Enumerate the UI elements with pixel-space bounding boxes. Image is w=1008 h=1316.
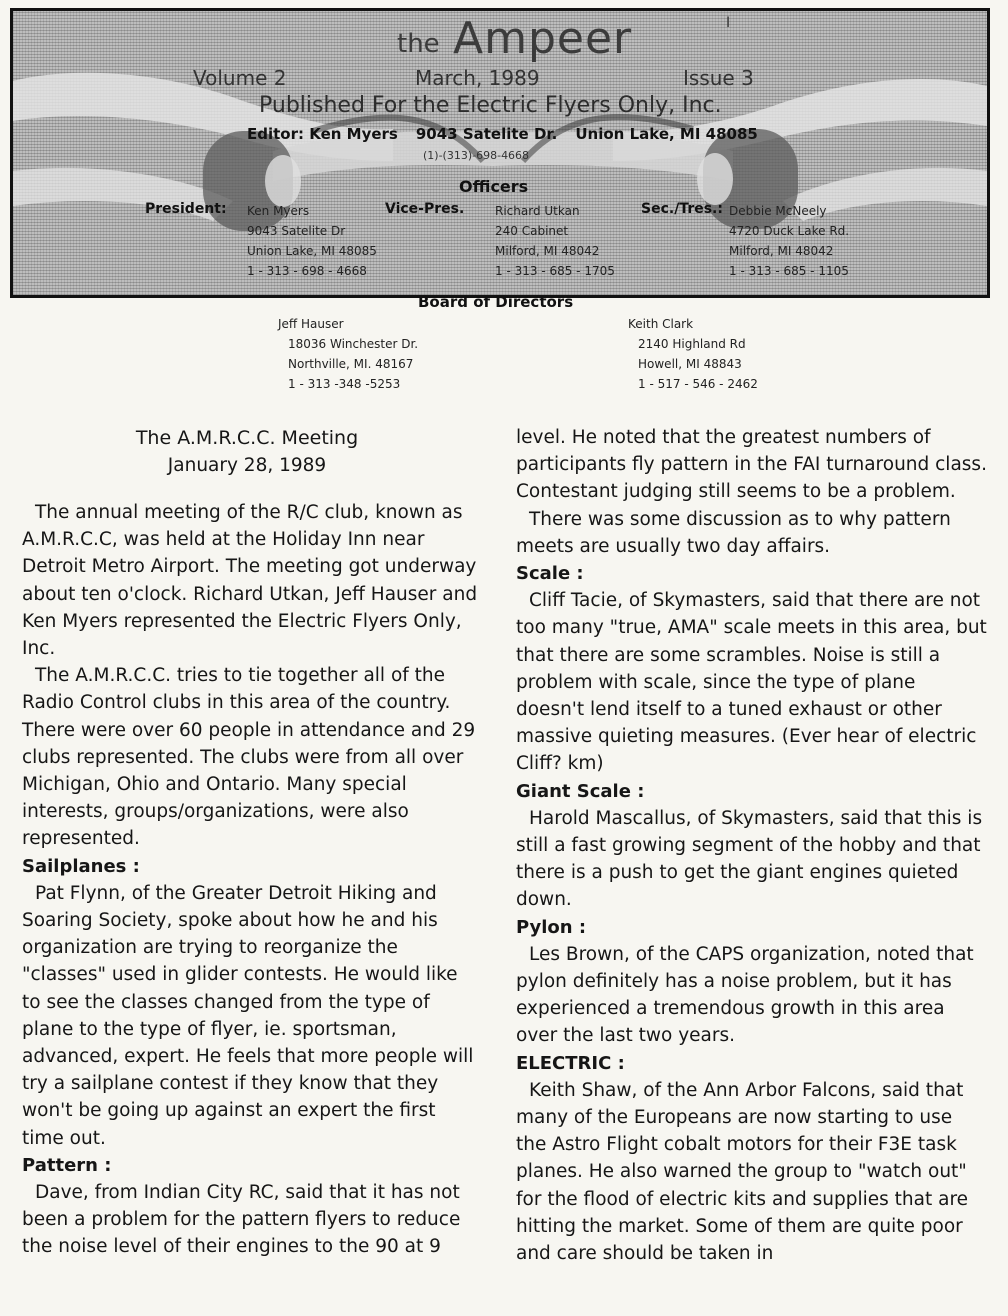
- president-city: Union Lake, MI 48085: [247, 244, 377, 258]
- vice-president-name: Richard Utkan: [495, 204, 580, 218]
- editor-street: 9043 Satelite Dr.: [415, 125, 558, 143]
- article-paragraph: The annual meeting of the R/C club, known as A.M.R.C.C, was held at the Holiday Inn near Detroit Metro Airport. The meeting got underway about ten o'clock. Richard Utkan, Jeff Hauser and Ken Myers represented the Electric Flyers Only, Inc.: [22, 502, 478, 660]
- article-paragraph: level. He noted that the greatest numbers of participants fly pattern in the FAI turnaround class. Contestant judging still seems to be a problem.: [516, 427, 987, 503]
- president-name: Ken Myers: [247, 204, 310, 218]
- president-street: 9043 Satelite Dr: [247, 224, 346, 238]
- section-heading-scale: Scale :: [516, 563, 584, 585]
- masthead-the: the: [397, 29, 440, 59]
- section-heading-pattern: Pattern :: [22, 1154, 112, 1176]
- section-heading-sailplanes: Sailplanes :: [22, 855, 140, 877]
- article-paragraph: Cliff Tacie, of Skymasters, said that there are not too many "true, AMA" scale meets in this area, but that there are some scrambles. Noise is still a problem with scale, since the type of plane doesn't lend itself to a tuned exhaust or other massive quieting measures. (Ever hear of electric Cliff? km): [516, 590, 987, 775]
- editor-name: Editor: Ken Myers: [247, 125, 398, 143]
- volume-label: Volume 2: [193, 66, 287, 90]
- director-name: Keith Clark: [628, 317, 694, 331]
- masthead-mark: I: [726, 15, 731, 31]
- masthead: [10, 8, 990, 298]
- director-city: Howell, MI 48843: [638, 357, 742, 371]
- editor-line: [247, 125, 776, 143]
- article-paragraph: Pat Flynn, of the Greater Detroit Hiking and Soaring Society, spoke about how he and his organization are trying to reorganize the "classes" used in glider contests. He would like to see the classes changed from the type of plane to the type of flyer, ie. sportsman, advanced, expert. He feels that more people will try a sailplane contest if they know that they won't be going up against an expert the first time out.: [22, 882, 474, 1149]
- article-paragraph: Dave, from Indian City RC, said that it has not been a problem for the pattern flyers to reduce the noise level of their engines to the 90 at 9: [22, 1182, 461, 1258]
- issue-label: Issue 3: [683, 66, 754, 90]
- director-city: Northville, MI. 48167: [288, 357, 414, 371]
- president-phone: 1 - 313 - 698 - 4668: [247, 264, 367, 278]
- director-name: Jeff Hauser: [278, 317, 344, 331]
- article-paragraph: There was some discussion as to why pattern meets are usually two day affairs.: [516, 508, 951, 557]
- director-street: 2140 Highland Rd: [638, 337, 746, 351]
- article-paragraph: Les Brown, of the CAPS organization, noted that pylon definitely has a noise problem, but it has experienced a tremendous growth in this area over the last two years.: [516, 943, 974, 1047]
- president-address: [247, 201, 377, 281]
- masthead-title: Ampeer: [453, 13, 633, 64]
- vice-president-street: 240 Cabinet: [495, 224, 569, 238]
- secretary-phone: 1 - 313 - 685 - 1105: [729, 264, 849, 278]
- officers-title: Officers: [459, 177, 529, 196]
- secretary-street: 4720 Duck Lake Rd.: [729, 224, 850, 238]
- article-column-right: [516, 424, 988, 1267]
- secretary-role: Sec./Tres.:: [641, 201, 723, 217]
- director-hauser: [278, 314, 418, 394]
- article-paragraph: Harold Mascallus, of Skymasters, said that this is still a fast growing segment of the hobby and that there is a push to get the giant engines quieted down.: [516, 807, 983, 911]
- editor-city: Union Lake, MI 48085: [575, 125, 758, 143]
- section-heading-pylon: Pylon :: [516, 916, 587, 938]
- vice-president-role: Vice-Pres.: [385, 201, 465, 217]
- vice-president-phone: 1 - 313 - 685 - 1705: [495, 264, 615, 278]
- director-phone: 1 - 313 -348 -5253: [288, 377, 401, 391]
- publisher-line: Published For the Electric Flyers Only, Inc.: [259, 93, 722, 118]
- director-phone: 1 - 517 - 546 - 2462: [638, 377, 758, 391]
- article-title: The A.M.R.C.C. Meeting: [135, 427, 359, 449]
- article-paragraph: Keith Shaw, of the Ann Arbor Falcons, said that many of the Europeans are now starting to use the Astro Flight cobalt motors for their F3E task planes. He also warned the group to "watch out" for the flood of electric kits and supplies that are hitting the market. Some of them are quite poor and care should be taken in: [516, 1079, 969, 1265]
- issue-date: March, 1989: [415, 66, 540, 90]
- board-title: Board of Directors: [418, 293, 574, 311]
- article-paragraph: The A.M.R.C.C. tries to tie together all of the Radio Control clubs in this area of the country. There were over 60 people in attendance and 29 clubs represented. The clubs were from all over Michigan, Ohio and Ontario. Many special interests, groups/organizations, were also represented.: [22, 665, 476, 850]
- vice-president-city: Milford, MI 48042: [495, 244, 600, 258]
- article-date: January 28, 1989: [167, 455, 327, 476]
- secretary-address: [729, 201, 849, 281]
- editor-phone: (1)-(313)-698-4668: [423, 149, 530, 162]
- secretary-name: Debbie McNeely: [729, 204, 827, 218]
- president-role: President:: [145, 201, 227, 217]
- director-clark: [628, 314, 758, 394]
- secretary-city: Milford, MI 48042: [729, 244, 834, 258]
- section-heading-giant-scale: Giant Scale :: [516, 780, 645, 802]
- director-street: 18036 Winchester Dr.: [288, 337, 419, 351]
- article-column-left: [22, 424, 482, 1261]
- section-heading-electric: ELECTRIC :: [516, 1052, 625, 1074]
- vice-president-address: [495, 201, 615, 281]
